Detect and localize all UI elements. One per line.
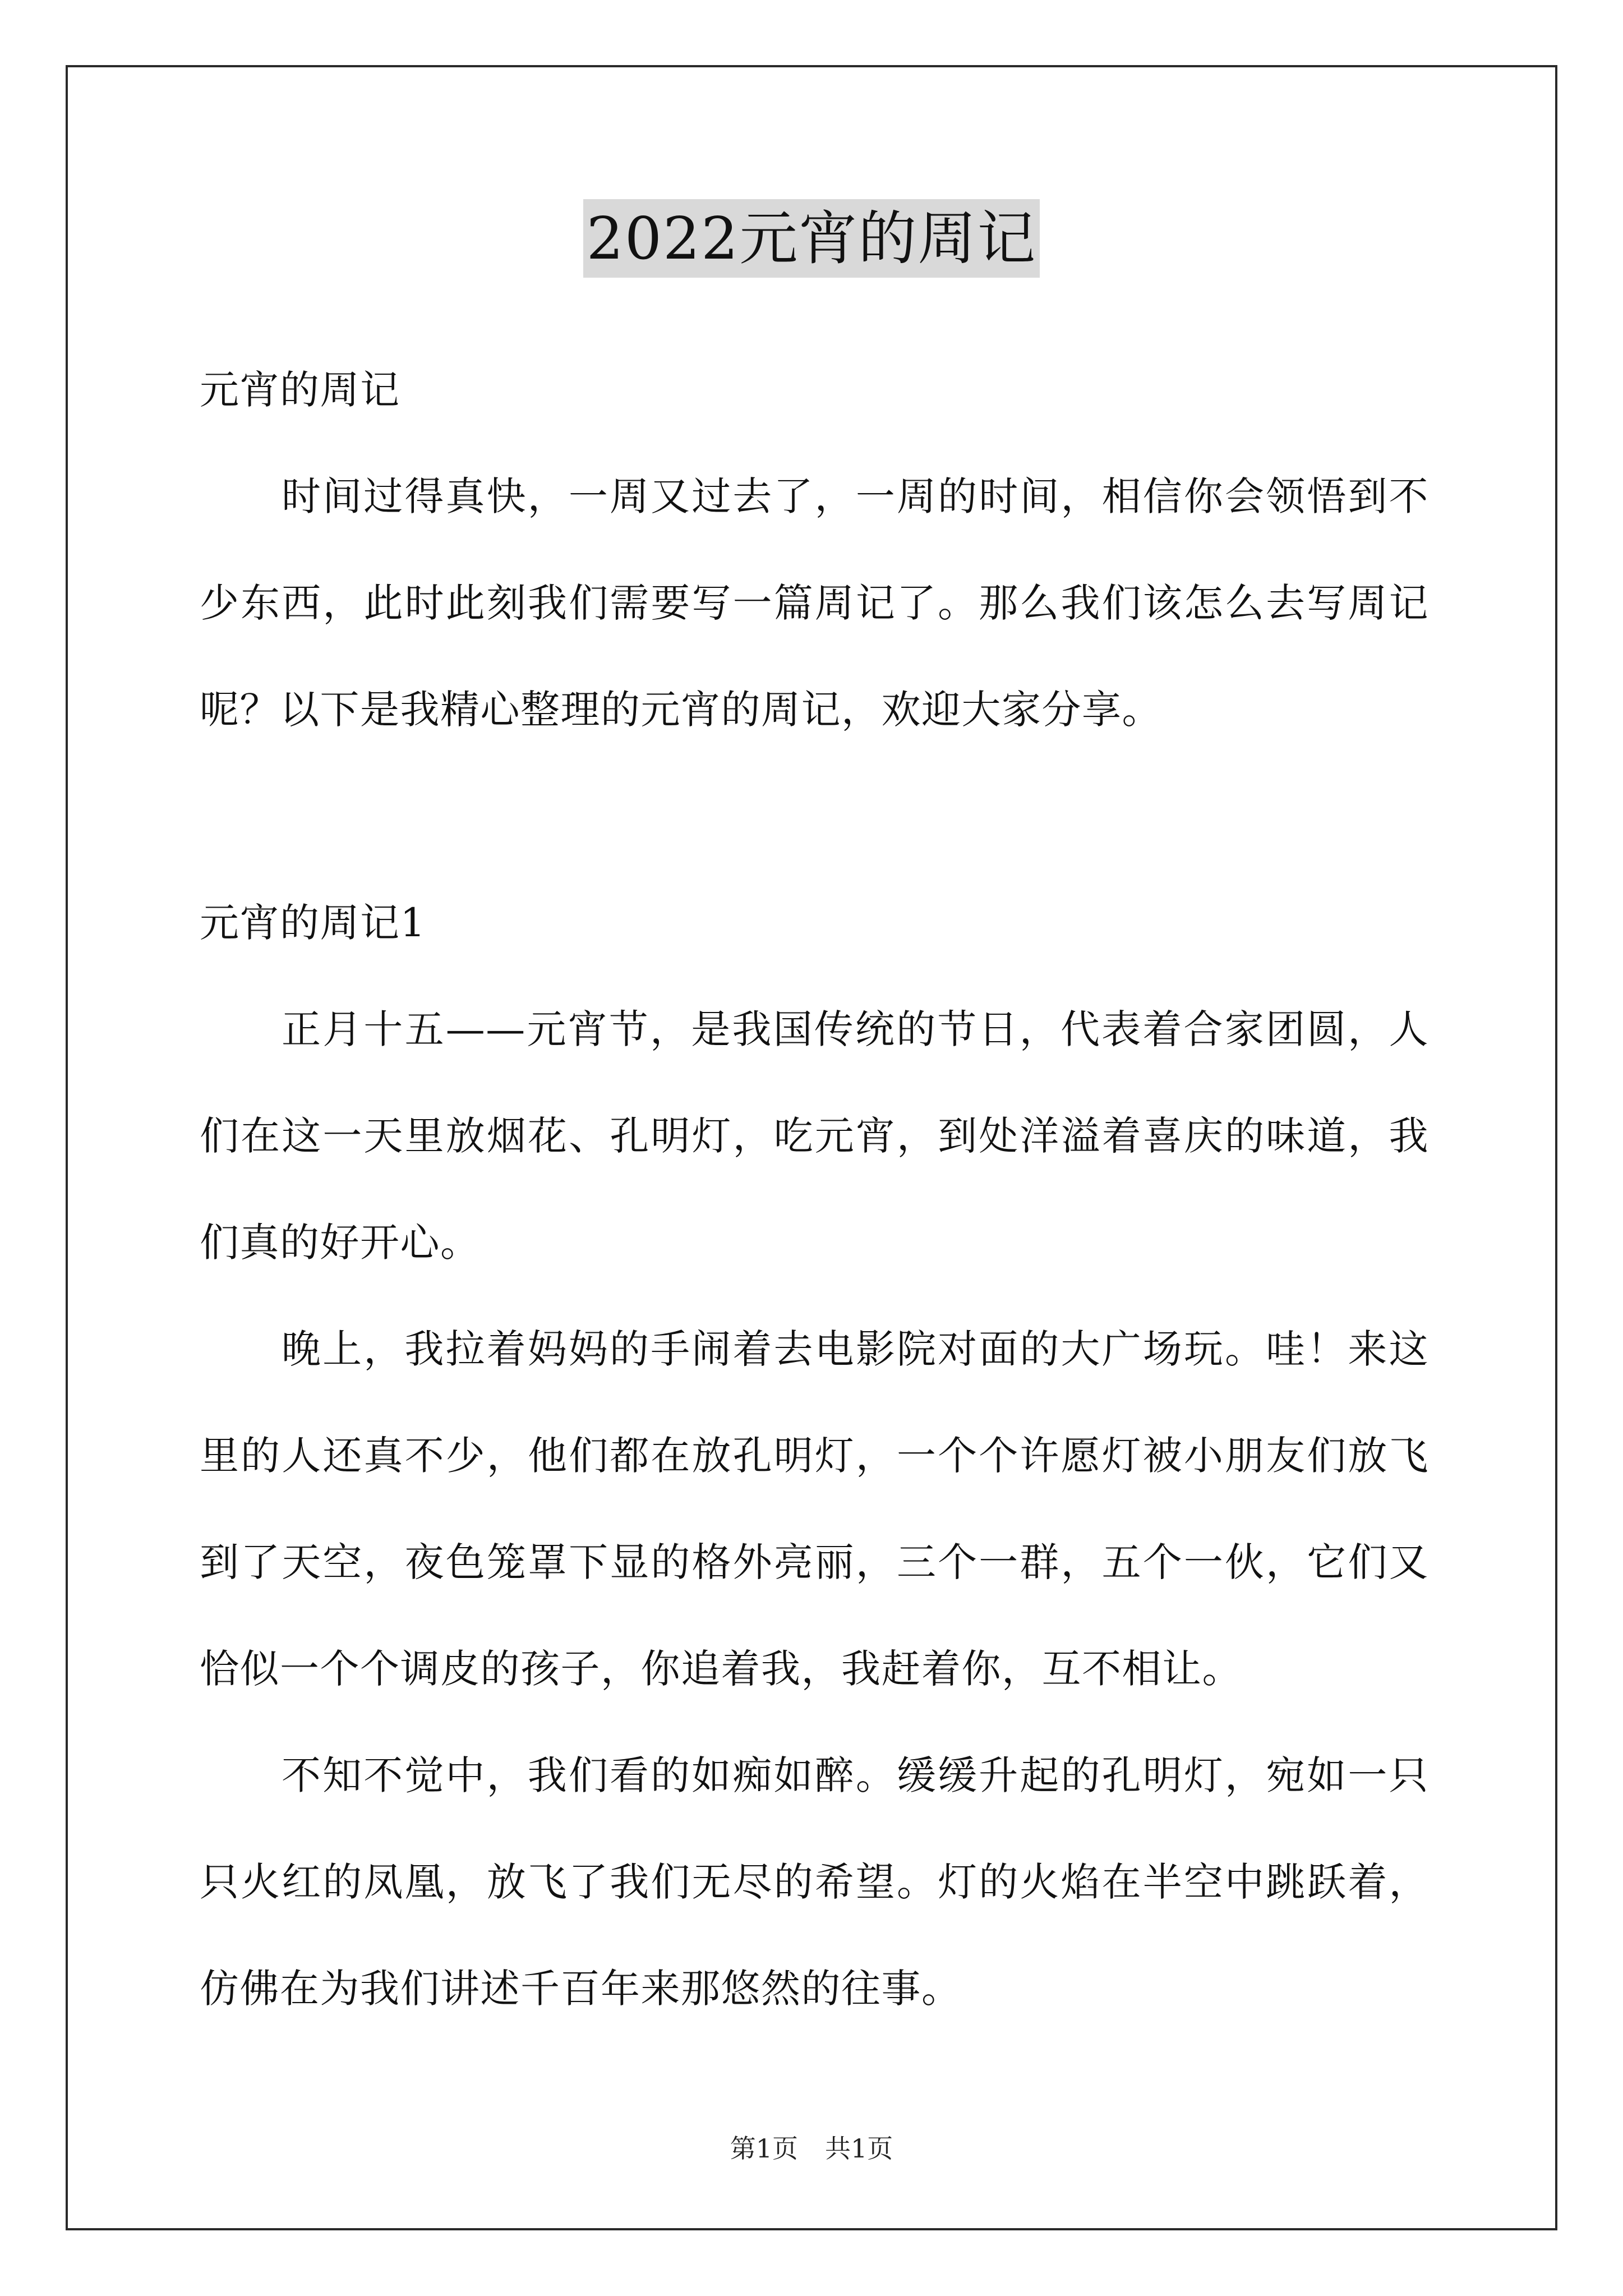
body-paragraph: 正月十五——元宵节，是我国传统的节日，代表着合家团圆，人们在这一天里放烟花、孔明灯，吃元宵，到处洋溢着喜庆的味道，我们真的好开心。: [200, 1006, 1429, 1266]
intro-heading: 元宵的周记: [200, 367, 400, 413]
page-number: 第1页: [730, 2133, 798, 2164]
page-footer: [0, 2132, 1623, 2165]
title-wrap: [0, 199, 1623, 278]
body-paragraph: 晚上，我拉着妈妈的手闹着去电影院对面的大广场玩。哇！来这里的人还真不少，他们都在放孔明灯，一个个许愿灯被小朋友们放飞到了天空，夜色笼罩下显的格外亮丽，三个一群，五个一伙，它们又恰似一个个调皮的孩子，你追着我，我赶着你，互不相让。: [200, 1326, 1429, 1692]
document-body: [200, 337, 1429, 2042]
page-count: 共1页: [825, 2133, 893, 2164]
document-title: 2022元宵的周记: [583, 199, 1040, 278]
section-spacer: [200, 763, 1429, 869]
section-heading: 元宵的周记1: [200, 900, 426, 946]
intro-paragraph: 时间过得真快，一周又过去了，一周的时间，相信你会领悟到不少东西，此时此刻我们需要写一篇周记了。那么我们该怎么去写周记呢？以下是我精心整理的元宵的周记，欢迎大家分享。: [200, 473, 1429, 733]
body-paragraph: 不知不觉中，我们看的如痴如醉。缓缓升起的孔明灯，宛如一只只火红的凤凰，放飞了我们无尽的希望。灯的火焰在半空中跳跃着，仿佛在为我们讲述千百年来那悠然的往事。: [200, 1752, 1429, 2012]
